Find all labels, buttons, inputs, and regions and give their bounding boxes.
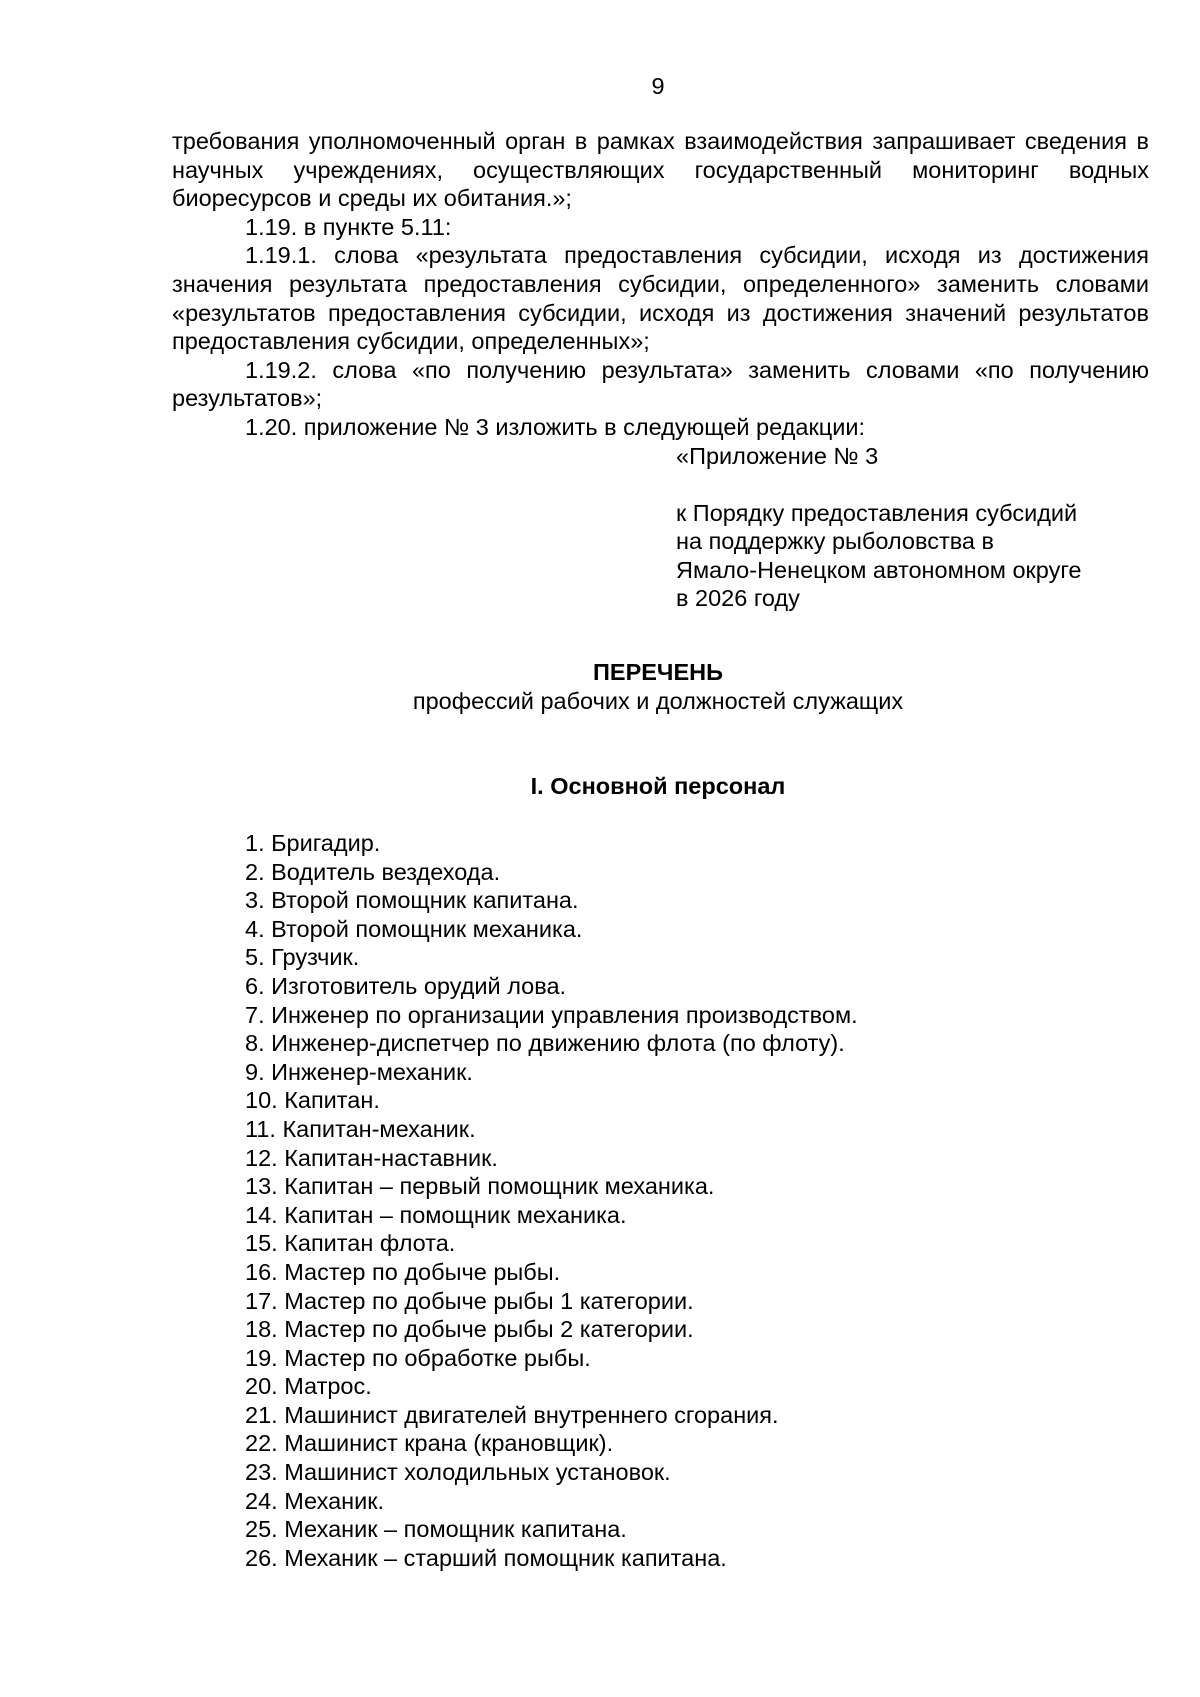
list-item: 22. Машинист крана (крановщик). bbox=[245, 1430, 614, 1457]
page-number: 9 bbox=[651, 73, 665, 99]
paragraph: 1.19.1. слова «результата предоставления субсидии, исходя из достижения значения результата предоставления субсидии, определенного» заменить словами «результатов предоставления субсидии, исходя из достижения значений результатов предоставления субсидии, определенных»; bbox=[172, 242, 1149, 355]
list-item: 9. Инженер-механик. bbox=[245, 1058, 473, 1085]
appendix-line: на поддержку рыболовства в bbox=[676, 528, 995, 555]
list-item: 24. Механик. bbox=[245, 1487, 385, 1514]
paragraph: требования уполномоченный орган в рамках взаимодействия запрашивает сведения в научных учреждениях, осуществляющих государственный мониторинг водных биоресурсов и среды их обитания.»; bbox=[172, 128, 1149, 212]
list-item: 25. Механик – помощник капитана. bbox=[245, 1516, 627, 1543]
list-item: 7. Инженер по организации управления производством. bbox=[245, 1001, 858, 1028]
list-item: 8. Инженер-диспетчер по движению флота (по флоту). bbox=[245, 1030, 845, 1057]
body-text bbox=[172, 127, 1149, 442]
list-item: 12. Капитан-наставник. bbox=[245, 1144, 498, 1171]
list-item: 14. Капитан – помощник механика. bbox=[245, 1201, 627, 1228]
paragraph: 1.19. в пункте 5.11: bbox=[245, 213, 452, 240]
list-item: 19. Мастер по обработке рыбы. bbox=[245, 1344, 591, 1371]
list-item: 3. Второй помощник капитана. bbox=[245, 887, 579, 914]
list-item: 13. Капитан – первый помощник механика. bbox=[245, 1173, 715, 1200]
profession-list bbox=[245, 829, 858, 1572]
list-item: 10. Капитан. bbox=[245, 1087, 380, 1114]
list-item: 6. Изготовитель орудий лова. bbox=[245, 972, 567, 999]
list-item: 5. Грузчик. bbox=[245, 944, 360, 971]
list-item: 1. Бригадир. bbox=[245, 830, 381, 856]
appendix-header bbox=[676, 442, 1156, 613]
paragraph: 1.20. приложение № 3 изложить в следующей редакции: bbox=[245, 413, 865, 440]
appendix-line: Ямало-Ненецком автономном округе bbox=[676, 556, 1082, 583]
list-item: 11. Капитан-механик. bbox=[245, 1115, 476, 1142]
list-item: 4. Второй помощник механика. bbox=[245, 915, 583, 942]
list-item: 21. Машинист двигателей внутреннего сгорания. bbox=[245, 1401, 779, 1428]
list-item: 18. Мастер по добыче рыбы 2 категории. bbox=[245, 1316, 694, 1343]
paragraph: 1.19.2. слова «по получению результата» заменить словами «по получению результатов»; bbox=[172, 356, 1149, 412]
appendix-title: «Приложение № 3 bbox=[676, 443, 879, 469]
list-item: 23. Машинист холодильных установок. bbox=[245, 1459, 671, 1486]
heading-title: ПЕРЕЧЕНЬ bbox=[593, 659, 723, 685]
section-title: I. Основной персонал bbox=[530, 773, 786, 799]
list-item: 2. Водитель вездехода. bbox=[245, 858, 501, 885]
list-item: 16. Мастер по добыче рыбы. bbox=[245, 1258, 561, 1285]
heading-subtitle: профессий рабочих и должностей служащих bbox=[412, 687, 904, 714]
list-item: 20. Матрос. bbox=[245, 1373, 372, 1400]
list-item: 15. Капитан флота. bbox=[245, 1230, 456, 1257]
appendix-line: в 2026 году bbox=[676, 585, 800, 612]
list-item: 26. Механик – старший помощник капитана. bbox=[245, 1544, 727, 1571]
list-item: 17. Мастер по добыче рыбы 1 категории. bbox=[245, 1287, 694, 1314]
document-heading bbox=[0, 658, 1200, 715]
appendix-line: к Порядку предоставления субсидий bbox=[676, 499, 1078, 526]
